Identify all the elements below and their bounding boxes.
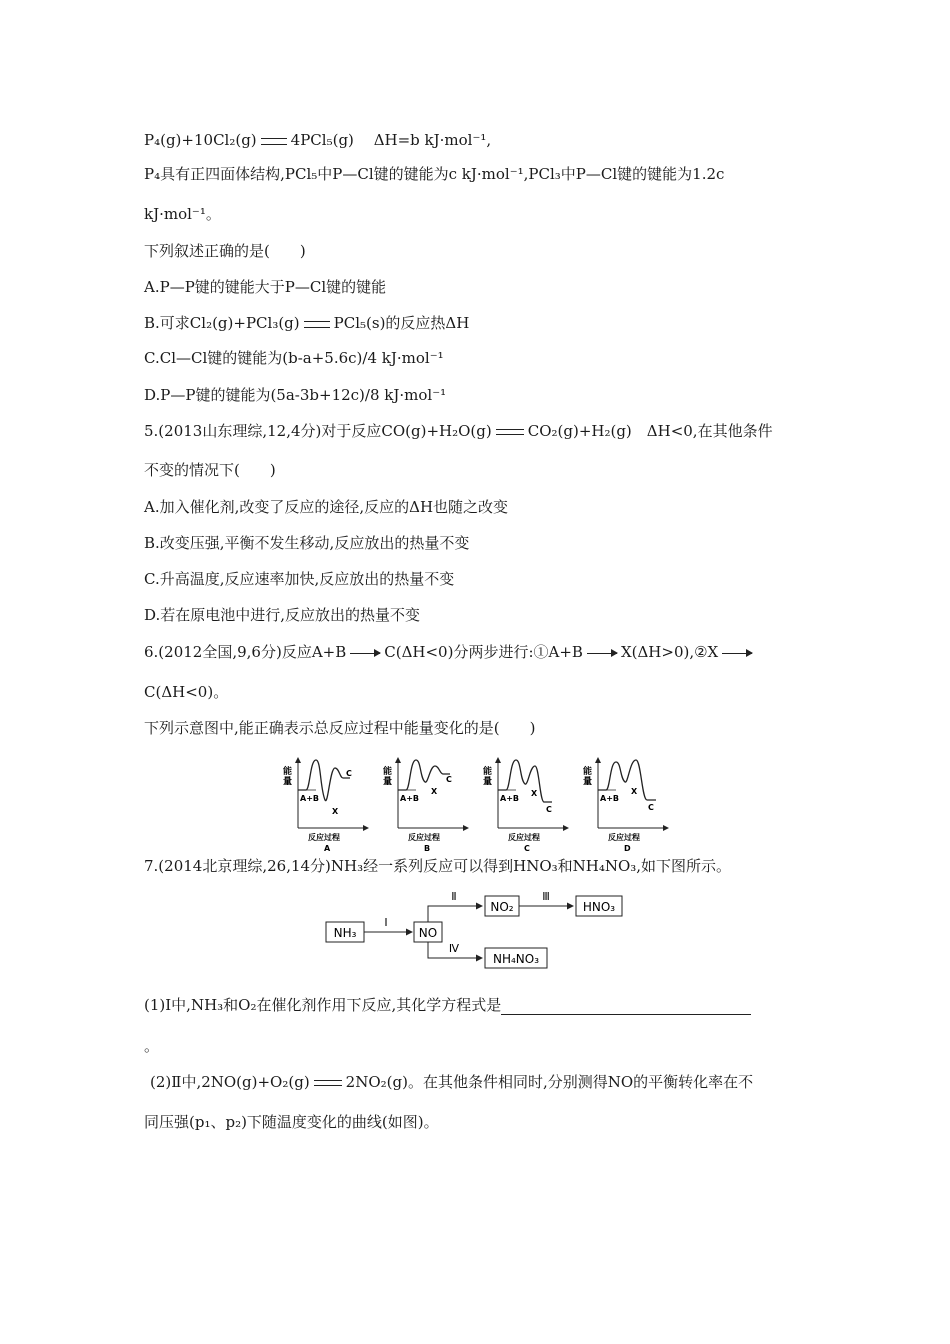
equals-sign-icon [261,138,287,145]
diagram-d [583,758,668,852]
q7-p2-left: (2)Ⅱ中,2NO(g)+O₂(g) [150,1073,310,1091]
q5-option-d: D.若在原电池中进行,反应放出的热量不变 [144,606,421,624]
q4-question: 下列叙述正确的是( ) [144,242,306,260]
q4-option-b [144,313,469,333]
arrow-right-icon [350,653,380,654]
diagram-b-reactant: A+B [400,794,419,803]
equilibrium-arrow-icon [496,428,524,436]
diagram-d-letter: D [624,844,631,852]
q4-option-d: D.P—P键的键能为(5a-3b+12c)/8 kJ·mol⁻¹ [144,386,447,404]
q5-option-c: C.升高温度,反应速率加快,反应放出的热量不变 [144,570,455,588]
answer-blank[interactable] [501,998,751,1015]
q6-stem-p3: X(ΔH>0),②X [620,643,719,661]
equilibrium-arrow-icon [314,1079,342,1087]
diagram-b-ylabel-1: 能 [383,767,393,777]
q6-stem-p2: C(ΔH<0)分两步进行:①A+B [384,643,583,661]
diagram-a-ylabel-2: 量 [283,777,293,787]
diagram-a-letter: A [324,844,331,852]
arrow-right-icon [587,653,617,654]
q7-part-1 [144,995,751,1015]
diagram-b [383,758,468,852]
q7-flow-diagram [320,884,630,974]
q6-stem-p1: 6.(2012全国,9,6分)反应A+B [144,643,347,661]
q6-question: 下列示意图中,能正确表示总反应过程中能量变化的是( ) [144,719,536,737]
flow-step-1: Ⅰ [384,916,388,929]
q5-stem [144,421,773,441]
q4-option-a: A.P—P键的键能大于P—Cl键的键能 [144,278,387,296]
diagram-a [283,758,368,852]
flow-nh3: NH₃ [333,926,357,940]
q4-eq-right: 4PCl₅(g) [290,131,354,149]
diagram-c-ylabel-1: 能 [483,767,493,777]
q7-stem: 7.(2014北京理综,26,14分)NH₃经一系列反应可以得到HNO₃和NH₄NO₃,如下图所示。 [144,857,732,875]
flow-step-3: Ⅲ [542,890,550,903]
diagram-c-reactant: A+B [500,794,519,803]
q5-option-a: A.加入催化剂,改变了反应的途径,反应的ΔH也随之改变 [144,498,509,516]
diagram-c [483,758,568,852]
flow-nh4no3: NH₄NO₃ [492,952,540,966]
equals-sign-icon [304,321,330,328]
diagram-c-letter: C [524,844,530,852]
diagram-a-ylabel-1: 能 [283,767,293,777]
diagram-b-ylabel-2: 量 [383,777,393,787]
q4-info-2: kJ·mol⁻¹。 [144,205,221,223]
diagram-d-reactant: A+B [600,794,619,803]
q7-p1-text: (1)Ⅰ中,NH₃和O₂在催化剂作用下反应,其化学方程式是 [144,996,502,1014]
q6-stem [144,642,756,662]
q7-part-2 [150,1072,753,1092]
diagram-c-x: X [531,789,538,798]
q4-equation [144,130,491,150]
diagram-c-c: C [546,805,552,814]
q5-option-b: B.改变压强,平衡不发生移动,反应放出的热量不变 [144,534,470,552]
q4-eq-dh: ΔH=b kJ·mol⁻¹, [373,131,492,149]
diagram-b-xlabel: 反应过程 [408,833,440,842]
q5-stem-left: 5.(2013山东理综,12,4分)对于反应CO(g)+H₂O(g) [144,422,492,440]
diagram-a-reactant: A+B [300,794,319,803]
diagram-b-c: C [446,775,452,784]
diagram-d-c: C [648,803,654,812]
diagram-b-letter: B [424,844,431,852]
flow-step-2: Ⅱ [451,890,457,903]
flow-hno3: HNO₃ [582,900,616,914]
diagram-d-x: X [631,787,638,796]
q4-opt-b-right: PCl₅(s)的反应热ΔH [333,314,470,332]
diagram-a-xlabel: 反应过程 [308,833,340,842]
diagram-d-ylabel-2: 量 [583,777,593,787]
diagram-c-ylabel-2: 量 [483,777,493,787]
q7-part-1-end: 。 [144,1037,160,1055]
q4-option-c: C.Cl—Cl键的键能为(b-a+5.6c)/4 kJ·mol⁻¹ [144,349,444,367]
q4-opt-b-left: B.可求Cl₂(g)+PCl₃(g) [144,314,300,332]
q6-stem-2: C(ΔH<0)。 [144,683,229,701]
flow-no: NO [418,926,438,940]
diagram-d-ylabel-1: 能 [583,767,593,777]
q7-part-2-line-2: 同压强(p₁、p₂)下随温度变化的曲线(如图)。 [144,1113,439,1131]
diagram-a-c: C [346,769,352,778]
diagram-d-xlabel: 反应过程 [608,833,640,842]
q7-p2-right: 2NO₂(g)。在其他条件相同时,分别测得NO的平衡转化率在不 [345,1073,754,1091]
diagram-b-x: X [431,787,438,796]
q4-eq-left: P₄(g)+10Cl₂(g) [144,131,257,149]
flow-no2: NO₂ [490,900,514,914]
q5-stem-2: 不变的情况下( ) [144,461,276,479]
arrow-right-icon [722,653,752,654]
diagram-a-x: X [332,807,339,816]
flow-step-4: Ⅳ [448,942,460,955]
q5-stem-right: CO₂(g)+H₂(g) ΔH<0,在其他条件 [527,422,773,440]
energy-diagrams [280,752,680,852]
diagram-c-xlabel: 反应过程 [508,833,540,842]
q4-info-1: P₄具有正四面体结构,PCl₅中P—Cl键的键能为c kJ·mol⁻¹,PCl₃中P—Cl键的键能为1.2c [144,165,725,183]
